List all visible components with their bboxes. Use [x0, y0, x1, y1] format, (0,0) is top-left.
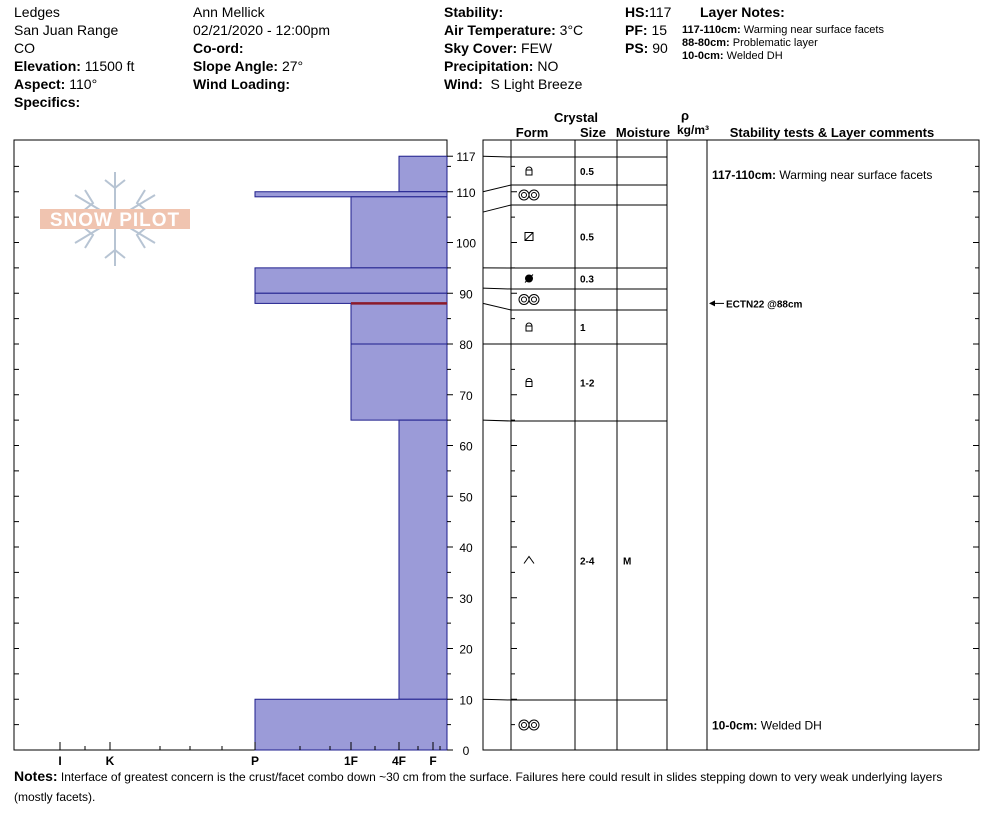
faceted-crystal-icon — [526, 379, 532, 387]
layer-comment: 10-0cm: Welded DH — [712, 718, 822, 733]
test-arrow-icon — [709, 300, 715, 306]
layer-note-3: 10-0cm: Welded DH — [682, 50, 783, 62]
depth-label-117: 117 — [456, 150, 476, 165]
hardness-label-P: P — [250, 754, 260, 768]
notes-label: Notes: — [14, 768, 58, 784]
hardness-bar — [351, 197, 447, 268]
crystal-size: 0.5 — [580, 232, 594, 244]
hardness-label-1F: 1F — [343, 754, 359, 768]
comments-header: Stability tests & Layer comments — [729, 125, 935, 140]
layer-connector — [483, 156, 511, 157]
rounding-facets-icon — [525, 233, 533, 241]
hardness-label-4F: 4F — [391, 754, 407, 768]
layer-connector — [483, 303, 511, 310]
layer-comment: 117-110cm: Warming near surface facets — [712, 167, 933, 182]
state: CO — [14, 40, 35, 56]
sky-label: Sky Cover: — [444, 40, 518, 56]
ps-label: PS: — [625, 40, 649, 56]
pf-value: 15 — [651, 22, 668, 38]
layer-note-2: 88-80cm: Problematic layer — [682, 37, 818, 49]
layer-connector — [483, 185, 511, 192]
precipitation-particle-icon — [525, 275, 533, 283]
hs-value: 117 — [649, 4, 672, 20]
aspect-value: 110° — [69, 76, 98, 92]
crystal-size: 1 — [580, 323, 586, 334]
form-header: Form — [515, 125, 549, 140]
hardness-bar — [399, 420, 447, 699]
elevation-label: Elevation: — [14, 58, 81, 74]
depth-label-60: 60 — [459, 439, 473, 454]
depth-label-0: 0 — [462, 744, 470, 758]
depth-hoar-icon — [524, 557, 534, 564]
depth-label-10: 10 — [459, 693, 473, 708]
hardness-bar — [255, 192, 447, 197]
logo-text: SNOW PILOT — [49, 210, 181, 231]
elevation-value: 11500 ft — [84, 58, 135, 74]
coord-label: Co-ord: — [193, 40, 244, 56]
air-temp-label: Air Temperature: — [444, 22, 556, 38]
depth-label-90: 90 — [459, 287, 473, 302]
layer-connector — [483, 699, 511, 700]
crystal-size: 2-4 — [580, 556, 595, 568]
hardness-label-K: K — [105, 754, 115, 768]
specifics-label: Specifics: — [14, 94, 81, 110]
notes — [14, 766, 974, 807]
depth-label-30: 30 — [459, 591, 473, 606]
notes-text: Interface of greatest concern is the crust/facet combo down ~30 cm from the surface. Failures here could result in slides stepping down to very weak underlying layers (mostly facets). — [14, 770, 943, 804]
faceted-crystal-icon — [526, 323, 532, 331]
depth-label-100: 100 — [455, 236, 477, 251]
layer-note-1: 117-110cm: Warming near surface facets — [682, 24, 884, 36]
snowpilot-logo — [40, 172, 190, 266]
melt-freeze-crust-icon — [519, 720, 539, 730]
layer-connector — [483, 205, 511, 212]
slope-label: Slope Angle: — [193, 58, 279, 74]
precip-label: Precipitation: — [444, 58, 534, 74]
sky-value: FEW — [521, 40, 553, 56]
crystal-header: Crystal — [553, 110, 599, 125]
depth-axis — [447, 150, 979, 758]
hardness-bar — [351, 344, 447, 420]
density-unit-header: kg/m³ — [676, 123, 710, 137]
crystal-size: 0.5 — [580, 167, 594, 178]
moisture-header: Moisture — [615, 125, 671, 140]
depth-label-110: 110 — [456, 185, 476, 200]
wind-loading-label: Wind Loading: — [193, 76, 291, 92]
depth-label-40: 40 — [459, 541, 473, 555]
hardness-label-I: I — [58, 754, 62, 768]
layer-notes-title: Layer Notes: — [700, 4, 785, 20]
layer-connector — [483, 288, 511, 289]
depth-label-50: 50 — [459, 490, 473, 505]
left-ticks — [14, 166, 19, 750]
rho-header: ρ — [680, 108, 690, 123]
precip-value: NO — [537, 58, 559, 74]
location: Ledges — [14, 4, 60, 20]
faceted-crystal-icon — [526, 167, 532, 175]
layer-connector — [483, 420, 511, 421]
melt-freeze-crust-icon — [519, 190, 539, 200]
hardness-bar — [351, 303, 447, 344]
depth-label-70: 70 — [459, 388, 473, 403]
depth-label-20: 20 — [459, 642, 473, 657]
hardness-bar — [255, 293, 447, 303]
hardness-bars — [255, 156, 447, 750]
size-header: Size — [579, 125, 607, 140]
hardness-bar — [255, 268, 447, 293]
wind-value: S Light Breeze — [490, 76, 583, 92]
crystal-size: 1-2 — [580, 378, 595, 390]
pf-label: PF: — [625, 22, 648, 38]
datetime: 02/21/2020 - 12:00pm — [193, 22, 330, 38]
table-frame — [483, 140, 979, 750]
moisture-value: M — [623, 556, 632, 568]
observer: Ann Mellick — [193, 4, 265, 20]
stability-test-label: ECTN22 @88cm — [726, 299, 803, 311]
hs-label: HS: — [625, 4, 650, 20]
crystal-size: 0.3 — [580, 274, 594, 286]
air-temp-value: 3°C — [559, 22, 584, 38]
depth-label-80: 80 — [459, 338, 473, 352]
stability-label: Stability: — [444, 4, 504, 20]
range: San Juan Range — [14, 22, 119, 38]
aspect-label: Aspect: — [14, 76, 66, 92]
melt-freeze-crust-icon — [519, 295, 539, 305]
layer-comments — [709, 168, 932, 733]
hardness-label-F: F — [429, 754, 437, 768]
hardness-bar — [399, 156, 447, 192]
ps-value: 90 — [652, 40, 668, 56]
slope-value: 27° — [281, 58, 304, 74]
wind-label: Wind: — [444, 76, 483, 92]
